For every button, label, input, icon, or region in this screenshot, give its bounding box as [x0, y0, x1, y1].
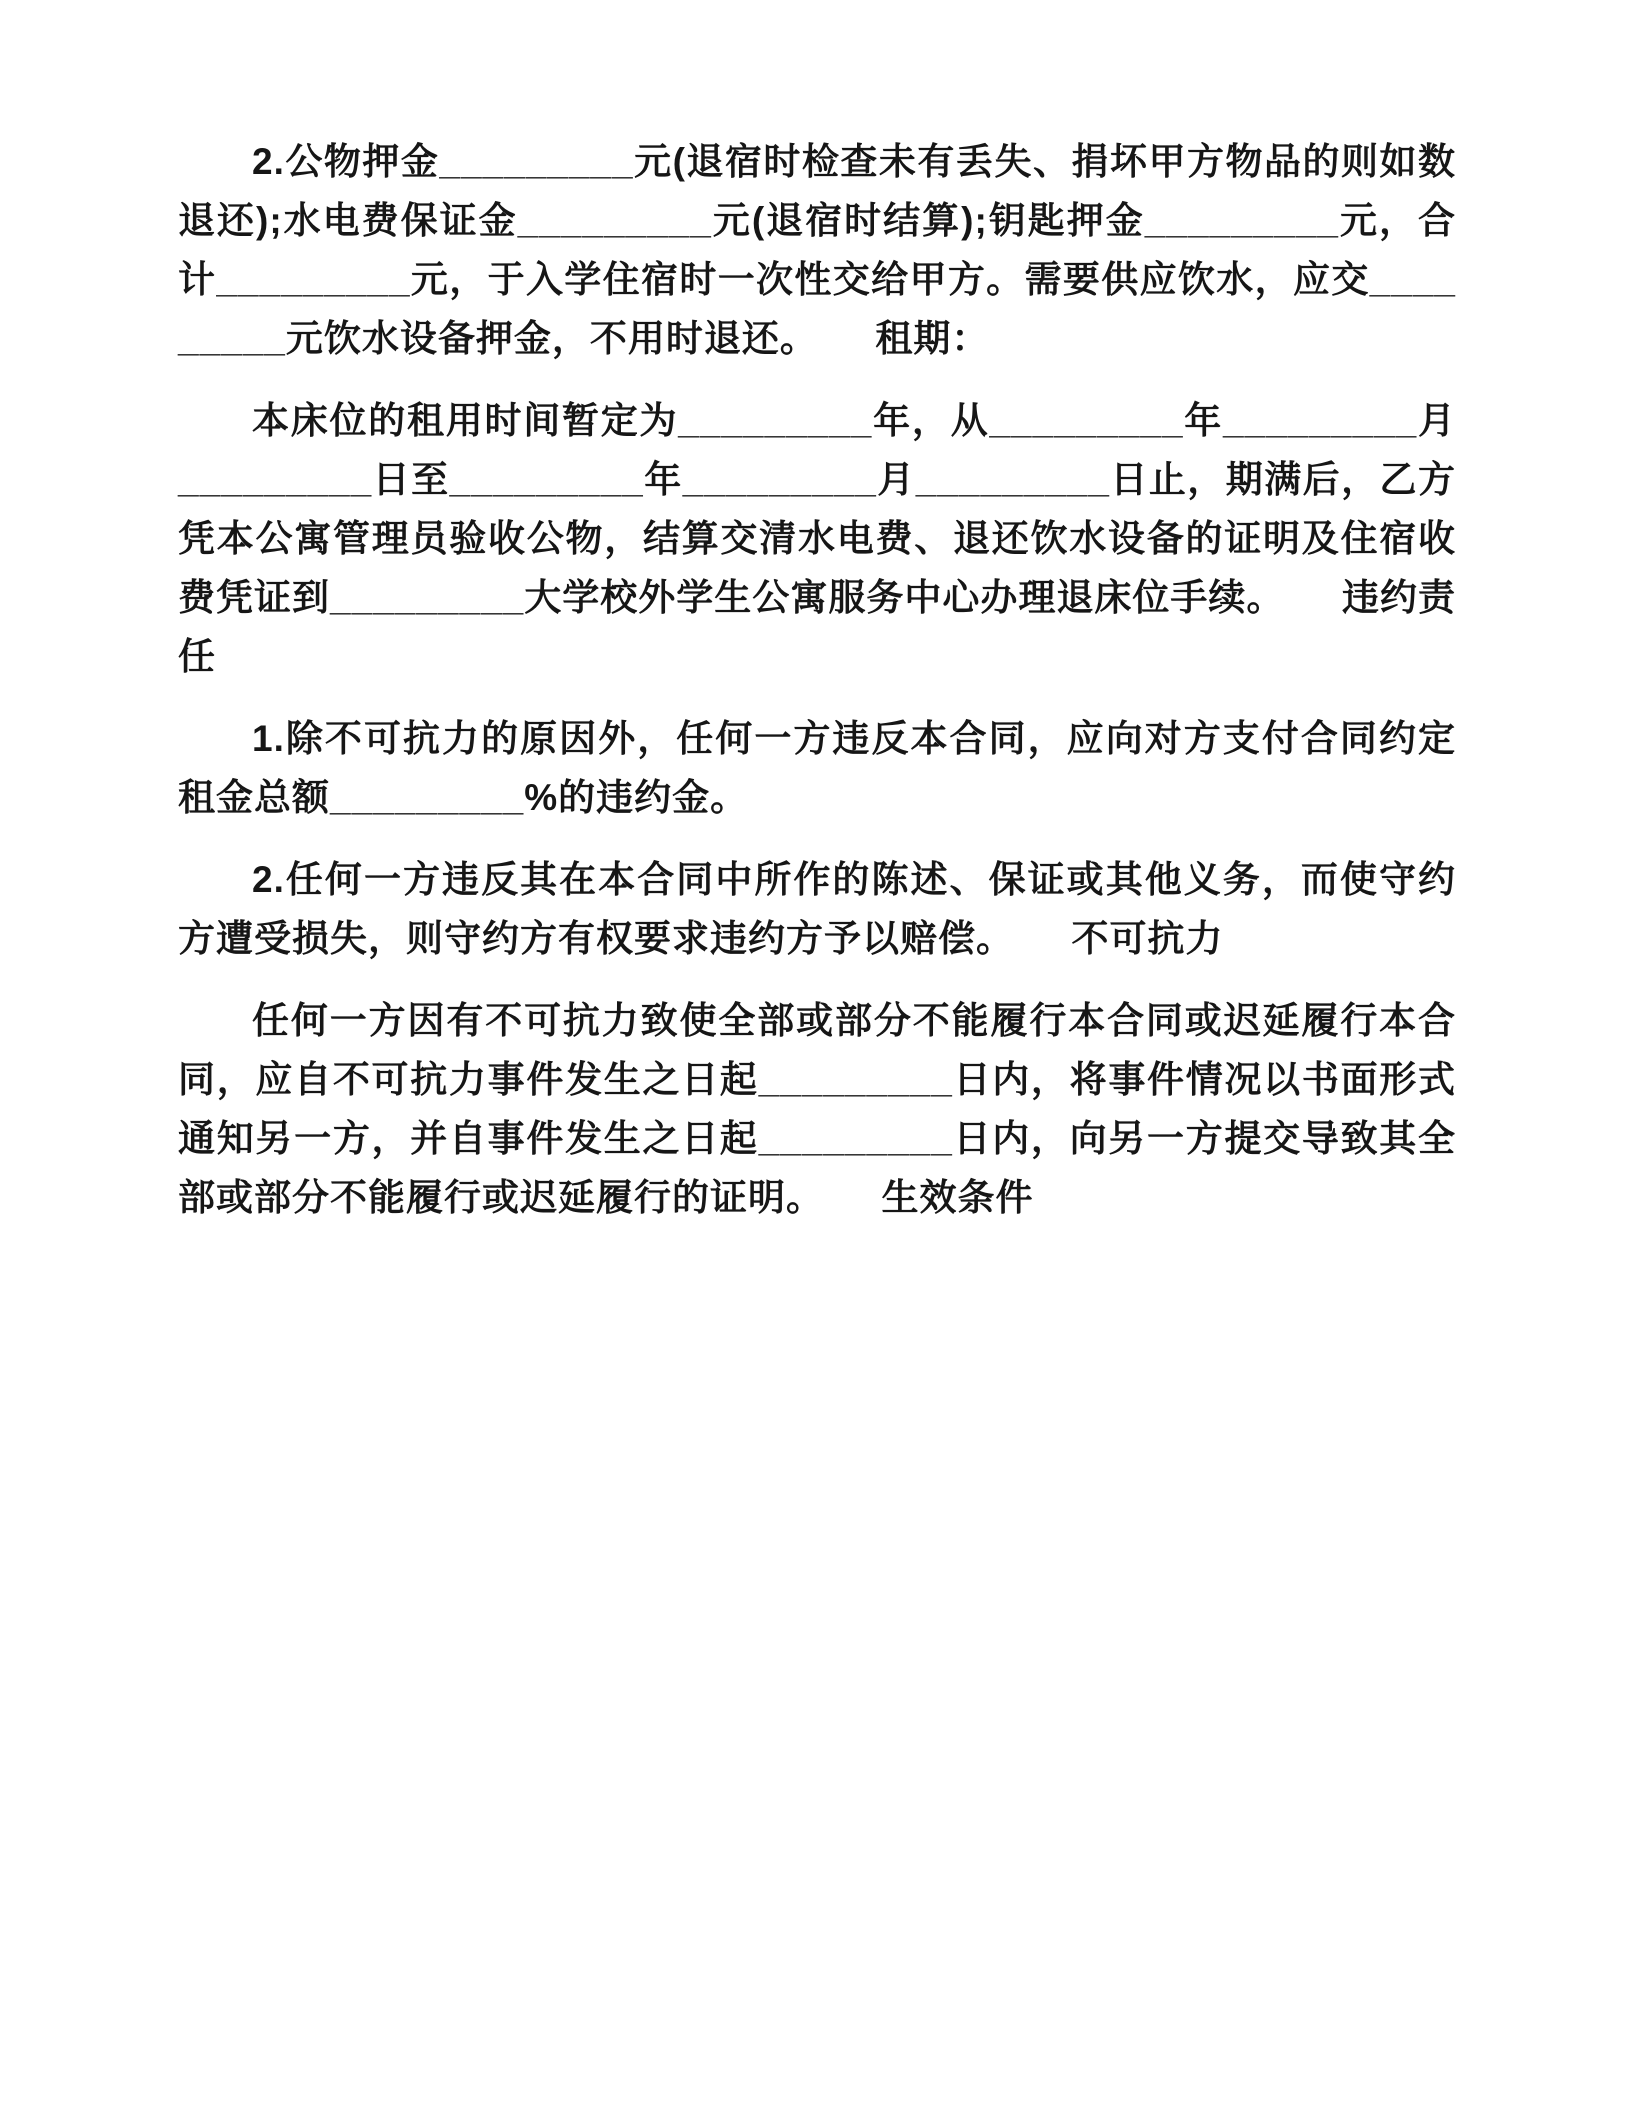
paragraph-lease-term: 本床位的租用时间暂定为_________年，从_________年_________月_________日至_________年_________月_________日止，期满后，乙方凭本公寓管理员验收公物，结算交清水电费、退还饮水设备的证明及住宿收费凭证到_________大学校外学生公寓服务中心办理退床位手续。 违约责任	[178, 400, 1456, 677]
paragraph-breach-clause-2: 2.任何一方违反其在本合同中所作的陈述、保证或其他义务，而使守约方遭受损失，则守约方有权要求违约方予以赔偿。 不可抗力	[178, 859, 1456, 959]
paragraph-breach-clause-1: 1.除不可抗力的原因外，任何一方违反本合同，应向对方支付合同约定租金总额_________%的违约金。	[178, 718, 1456, 818]
paragraph-deposit-terms: 2.公物押金_________元(退宿时检查未有丢失、捐坏甲方物品的则如数退还);水电费保证金_________元(退宿时结算);钥匙押金_________元，合计_________元，于入学住宿时一次性交给甲方。需要供应饮水，应交_________元饮水设备押金，不用时退还。 租期：	[178, 141, 1456, 359]
paragraph-force-majeure: 任何一方因有不可抗力致使全部或部分不能履行本合同或迟延履行本合同，应自不可抗力事件发生之日起_________日内，将事件情况以书面形式通知另一方，并自事件发生之日起_________日内，向另一方提交导致其全部或部分不能履行或迟延履行的证明。 生效条件	[178, 1000, 1456, 1218]
